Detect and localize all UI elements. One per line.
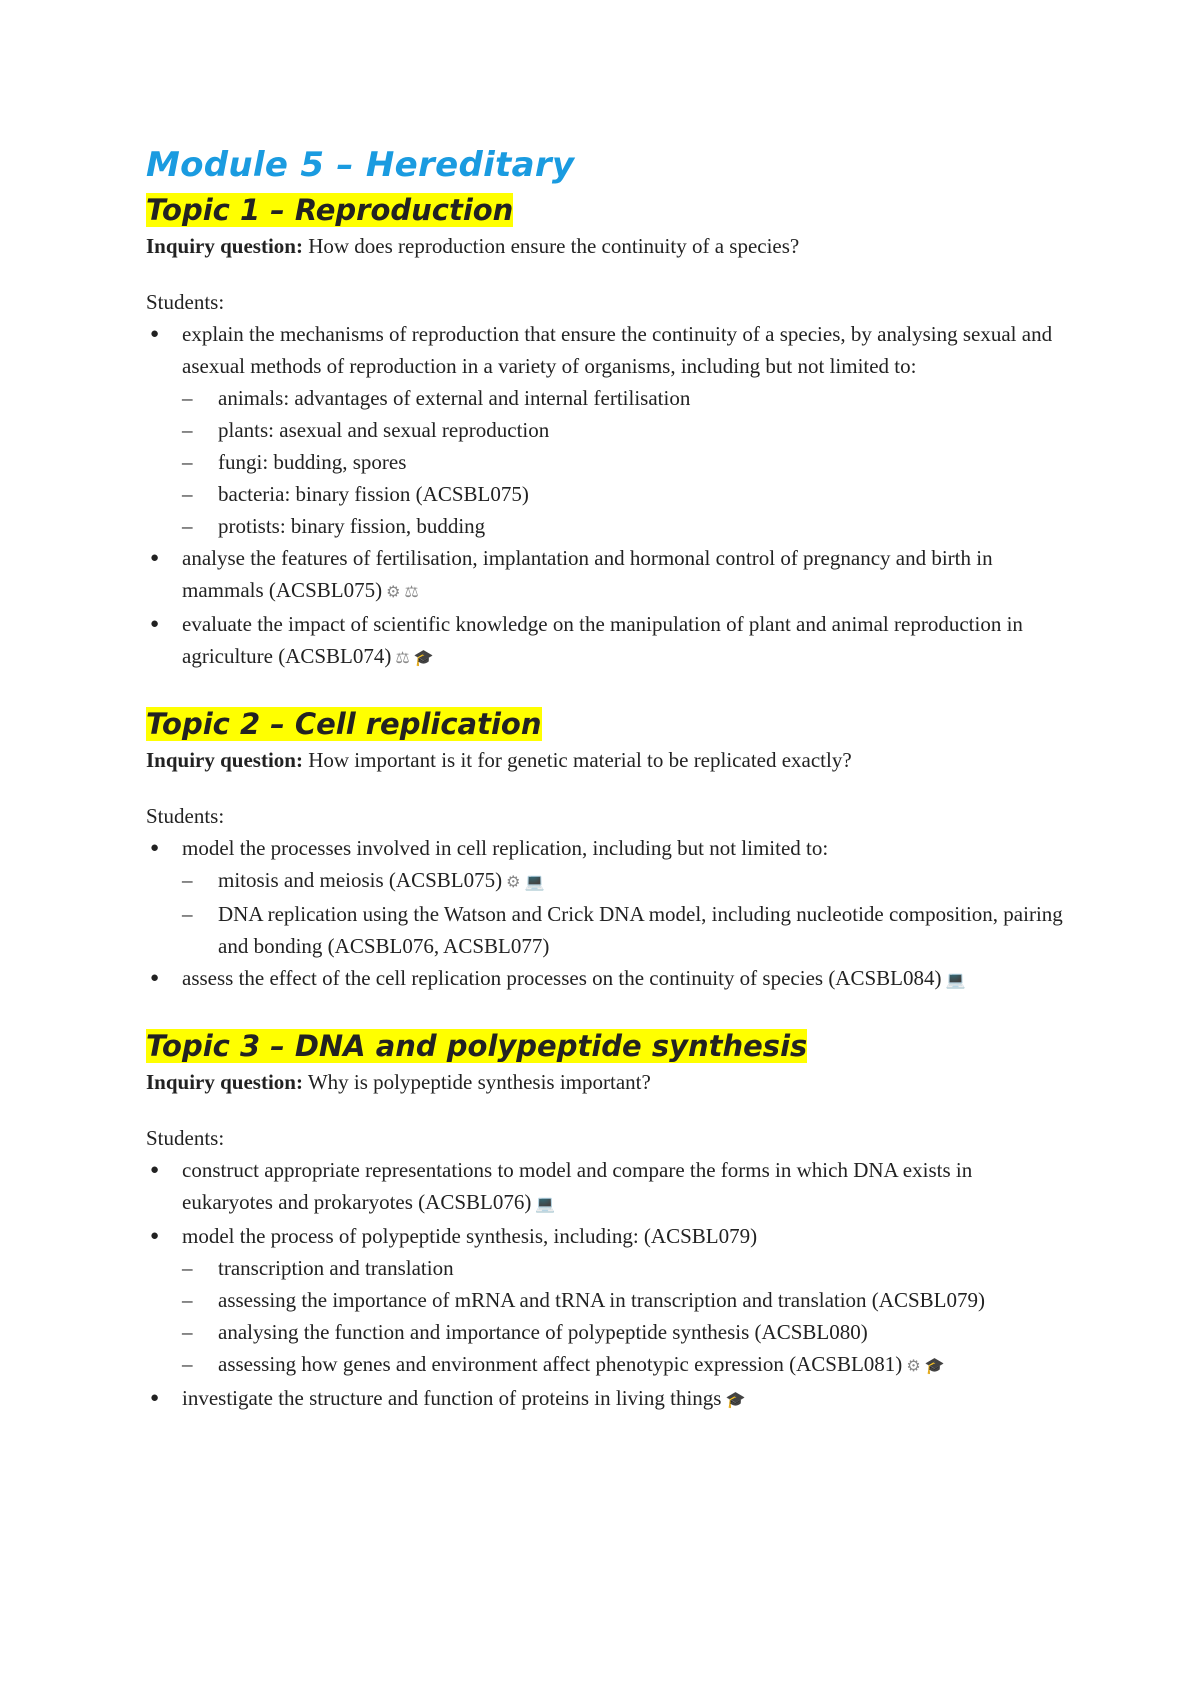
sub-outcome-item: [182, 478, 1066, 510]
gear-icon: ⚙: [386, 582, 401, 601]
topic-section: [146, 190, 1066, 674]
dash-marker: –: [182, 902, 193, 926]
sub-outcome-item: [182, 446, 1066, 478]
sub-outcome-text: bacteria: binary fission (ACSBL075): [218, 482, 529, 506]
dash-marker: –: [182, 1256, 193, 1280]
outcome-text: investigate the structure and function of proteins in living things: [182, 1386, 722, 1410]
outcome-item: [146, 318, 1066, 542]
icon-group: [906, 1356, 948, 1375]
sub-outcome-item: [182, 1348, 1066, 1382]
topics-container: [146, 190, 1066, 1416]
dash-marker: –: [182, 386, 193, 410]
outcome-text: analyse the features of fertilisation, implantation and hormonal control of pregnancy and birth in mammals (ACSBL075): [182, 546, 993, 602]
dash-marker: –: [182, 1352, 193, 1376]
outcome-item: [146, 1382, 1066, 1416]
computer-icon: 💻: [945, 970, 966, 989]
sub-outcome-text: analysing the function and importance of polypeptide synthesis (ACSBL080): [218, 1320, 868, 1344]
topic-title: [146, 704, 1066, 744]
outcome-list: [146, 318, 1066, 674]
scales-icon: ⚖: [395, 648, 410, 667]
students-label: Students:: [146, 804, 225, 828]
bullet-icon: ●: [150, 840, 160, 856]
dash-marker: –: [182, 1288, 193, 1312]
icon-group: [506, 872, 548, 891]
sub-outcome-item: [182, 382, 1066, 414]
dash-marker: –: [182, 1320, 193, 1344]
computer-icon: 💻: [524, 872, 545, 891]
icon-group: [386, 582, 423, 601]
sub-outcome-item: [182, 1316, 1066, 1348]
outcome-text: model the processes involved in cell replication, including but not limited to:: [182, 836, 829, 860]
outcome-text: assess the effect of the cell replication processes on the continuity of species (ACSBL084): [182, 966, 942, 990]
inquiry-label: Inquiry question:: [146, 1070, 303, 1094]
bullet-icon: ●: [150, 550, 160, 566]
sub-outcome-item: [182, 864, 1066, 898]
sub-outcome-text: plants: asexual and sexual reproduction: [218, 418, 550, 442]
sub-outcome-item: [182, 510, 1066, 542]
topic-section: [146, 1026, 1066, 1416]
inquiry-question: [146, 1066, 1066, 1098]
sub-outcome-item: [182, 898, 1066, 962]
topic-title: [146, 1026, 1066, 1066]
graduation-cap-icon: 🎓: [924, 1356, 945, 1375]
inquiry-text: How does reproduction ensure the continuity of a species?: [308, 234, 800, 258]
icon-group: [725, 1390, 749, 1409]
topic-title-text: Topic 1 – Reproduction: [146, 193, 514, 227]
topic-title: [146, 190, 1066, 230]
bullet-icon: ●: [150, 1390, 160, 1406]
sub-outcome-text: assessing the importance of mRNA and tRNA in transcription and translation (ACSBL079): [218, 1288, 985, 1312]
outcome-list: [146, 832, 1066, 996]
bullet-icon: ●: [150, 326, 160, 342]
topic-title-text: Topic 3 – DNA and polypeptide synthesis: [146, 1029, 808, 1063]
students-label: Students:: [146, 290, 225, 314]
outcome-item: [146, 542, 1066, 608]
outcome-item: [146, 962, 1066, 996]
sub-outcome-text: fungi: budding, spores: [218, 450, 407, 474]
outcome-text: model the process of polypeptide synthesis, including: (ACSBL079): [182, 1224, 758, 1248]
bullet-icon: ●: [150, 1162, 160, 1178]
outcome-item: [146, 1154, 1066, 1220]
outcome-text: explain the mechanisms of reproduction that ensure the continuity of a species, by analysing sexual and asexual methods of reproduction in a variety of organisms, including but not limited to:: [182, 322, 1053, 378]
document-page: [146, 140, 1066, 1416]
dash-marker: –: [182, 418, 193, 442]
bullet-icon: ●: [150, 616, 160, 632]
outcome-item: [146, 832, 1066, 962]
topic-title-text: Topic 2 – Cell replication: [146, 707, 542, 741]
graduation-cap-icon: 🎓: [725, 1390, 746, 1409]
sub-outcome-text: animals: advantages of external and internal fertilisation: [218, 386, 691, 410]
outcome-item: [146, 1220, 1066, 1382]
sub-outcome-list: [182, 1252, 1066, 1382]
gear-icon: ⚙: [506, 872, 521, 891]
dash-marker: –: [182, 450, 193, 474]
dash-marker: –: [182, 868, 193, 892]
scales-icon: ⚖: [404, 582, 419, 601]
inquiry-question: [146, 744, 1066, 776]
module-title: Module 5 – Hereditary: [146, 145, 575, 185]
inquiry-label: Inquiry question:: [146, 748, 303, 772]
sub-outcome-text: transcription and translation: [218, 1256, 454, 1280]
dash-marker: –: [182, 482, 193, 506]
sub-outcome-item: [182, 414, 1066, 446]
inquiry-text: Why is polypeptide synthesis important?: [307, 1070, 651, 1094]
outcome-list: [146, 1154, 1066, 1416]
inquiry-text: How important is it for genetic material to be replicated exactly?: [308, 748, 852, 772]
outcome-text: evaluate the impact of scientific knowledge on the manipulation of plant and animal reproduction in agriculture (ACSBL074): [182, 612, 1023, 668]
students-label: Students:: [146, 1126, 225, 1150]
graduation-cap-icon: 🎓: [413, 648, 434, 667]
sub-outcome-text: assessing how genes and environment affect phenotypic expression (ACSBL081): [218, 1352, 903, 1376]
sub-outcome-item: [182, 1252, 1066, 1284]
icon-group: [535, 1194, 559, 1213]
sub-outcome-list: [182, 864, 1066, 962]
inquiry-label: Inquiry question:: [146, 234, 303, 258]
outcome-item: [146, 608, 1066, 674]
topic-section: [146, 704, 1066, 996]
sub-outcome-list: [182, 382, 1066, 542]
icon-group: [946, 970, 970, 989]
inquiry-question: [146, 230, 1066, 262]
bullet-icon: ●: [150, 970, 160, 986]
outcome-text: construct appropriate representations to model and compare the forms in which DNA exists in eukaryotes and prokaryotes (ACSBL076): [182, 1158, 973, 1214]
icon-group: [395, 648, 437, 667]
sub-outcome-text: protists: binary fission, budding: [218, 514, 486, 538]
sub-outcome-text: mitosis and meiosis (ACSBL075): [218, 868, 503, 892]
sub-outcome-item: [182, 1284, 1066, 1316]
bullet-icon: ●: [150, 1228, 160, 1244]
dash-marker: –: [182, 514, 193, 538]
gear-icon: ⚙: [906, 1356, 921, 1375]
sub-outcome-text: DNA replication using the Watson and Crick DNA model, including nucleotide composition, pairing and bonding (ACSBL076, ACSBL077): [218, 902, 1063, 958]
computer-icon: 💻: [535, 1194, 556, 1213]
